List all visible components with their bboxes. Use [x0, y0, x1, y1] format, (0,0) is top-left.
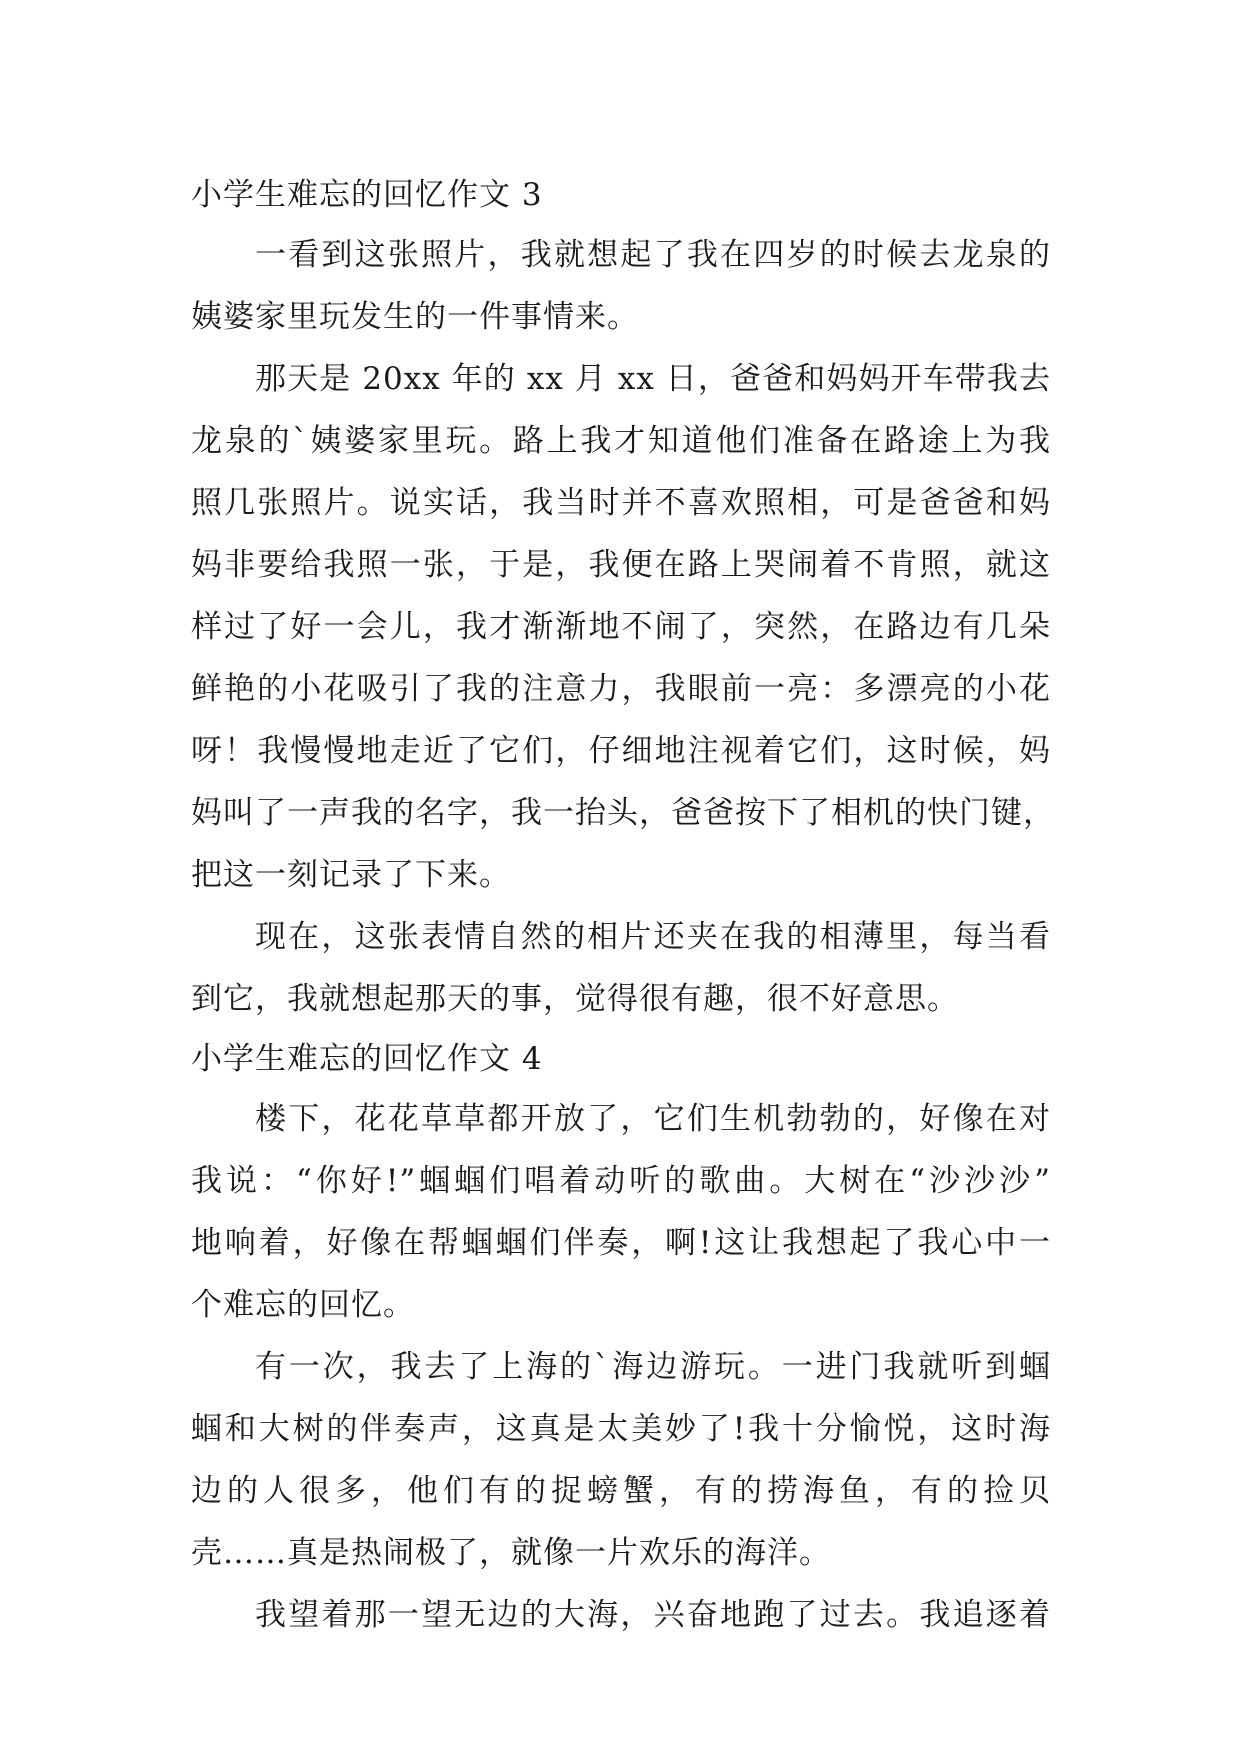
paragraph	[191, 224, 1051, 348]
paragraph	[191, 1088, 1051, 1336]
text-line: 照几张照片。说实话，我当时并不喜欢照相，可是爸爸和妈	[191, 485, 1051, 521]
text-line: 到它，我就想起那天的事，觉得很有趣，很不好意思。	[191, 981, 959, 1017]
document-body	[191, 166, 1055, 1646]
text-line: 妈叫了一声我的名字，我一抬头，爸爸按下了相机的快门键，	[191, 795, 1055, 831]
text-line: 把这一刻记录了下来。	[191, 857, 511, 893]
paragraph	[191, 348, 1055, 906]
text-line: 龙泉的`姨婆家里玩。路上我才知道他们准备在路途上为我	[191, 423, 1051, 459]
text-line: 蝈和大树的伴奏声，这真是太美妙了!我十分愉悦，这时海	[191, 1411, 1051, 1447]
text-line: 楼下，花花草草都开放了，它们生机勃勃的，好像在对	[255, 1101, 1051, 1137]
text-line: 鲜艳的小花吸引了我的注意力，我眼前一亮：多漂亮的小花	[191, 671, 1051, 707]
text-line: 个难忘的回忆。	[191, 1287, 415, 1323]
text-line: 现在，这张表情自然的相片还夹在我的相薄里，每当看	[255, 919, 1051, 955]
text-line: 姨婆家里玩发生的一件事情来。	[191, 299, 639, 335]
paragraph	[191, 1336, 1051, 1584]
text-line: 地响着，好像在帮蝈蝈们伴奏，啊!这让我想起了我心中一	[191, 1225, 1051, 1261]
text-line: 样过了好一会儿，我才渐渐地不闹了，突然，在路边有几朵	[191, 609, 1051, 645]
paragraph	[191, 906, 1051, 1030]
text-line: 我说：“你好!”蝈蝈们唱着动听的歌曲。大树在“沙沙沙”	[191, 1163, 1051, 1199]
paragraph	[191, 1584, 1051, 1646]
section-title: 小学生难忘的回忆作文 3	[191, 177, 543, 213]
text-line: 那天是 20xx 年的 xx 月 xx 日，爸爸和妈妈开车带我去	[255, 361, 1051, 397]
text-line: 壳……真是热闹极了，就像一片欢乐的海洋。	[191, 1535, 831, 1571]
text-line: 有一次，我去了上海的`海边游玩。一进门我就听到蝈	[255, 1349, 1051, 1385]
section-title: 小学生难忘的回忆作文 4	[191, 1041, 543, 1077]
text-line: 呀！我慢慢地走近了它们，仔细地注视着它们，这时候，妈	[191, 733, 1051, 769]
text-line: 一看到这张照片，我就想起了我在四岁的时候去龙泉的	[255, 237, 1051, 273]
text-line: 我望着那一望无边的大海，兴奋地跑了过去。我追逐着	[255, 1597, 1051, 1633]
text-line: 边的人很多，他们有的捉螃蟹，有的捞海鱼，有的捡贝	[191, 1473, 1051, 1509]
text-line: 妈非要给我照一张，于是，我便在路上哭闹着不肯照，就这	[191, 547, 1051, 583]
